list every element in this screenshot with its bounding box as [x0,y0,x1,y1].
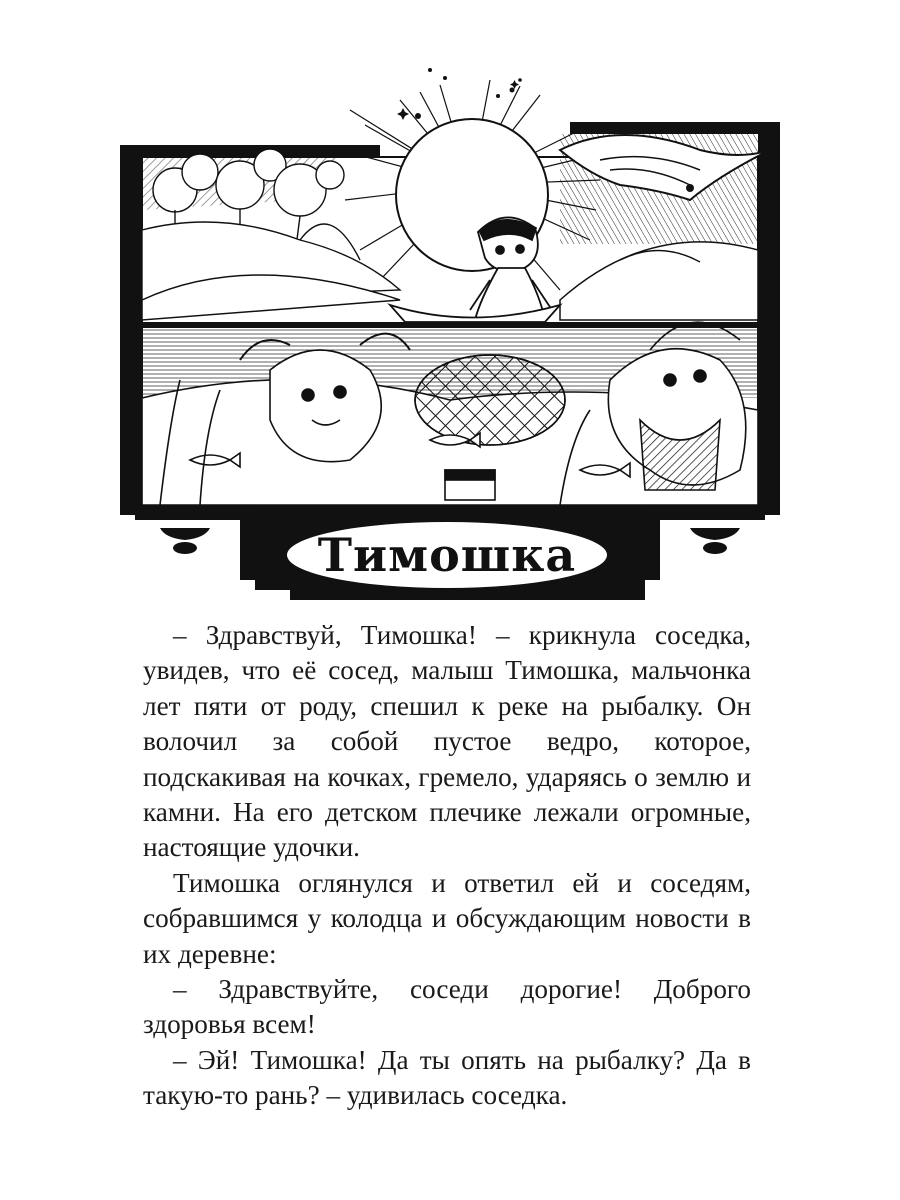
paragraph: – Здравствуйте, соседи дорогие! Доброго здоровья всем! [143,974,751,1040]
horizon-line [142,322,758,328]
body-text [143,618,751,1114]
paragraph: Тимошка оглянулся и ответил ей и соседям, собравшимся у колодца и обсуждающим новости в их деревне: [143,867,751,969]
paragraph: – Эй! Тимошка! Да ты опять на рыбалку? Да в такую-то рань? – удивилась соседка. [143,1044,751,1111]
chapter-title: Тимошка [317,528,577,582]
paragraph: – Здравствуй, Тимошка! – крикнула соседка, увидев, что её сосед, малыш Тимошка, мальчонка лет пяти от роду, спешил к реке на рыбалку. Он волочил за собой пустое ведро, которое, подскакивая на кочках, гремело, ударяясь о землю и камни. На его детском плечике лежали огромные, настоящие удочки. [143,620,751,863]
title-plaque [240,505,660,600]
